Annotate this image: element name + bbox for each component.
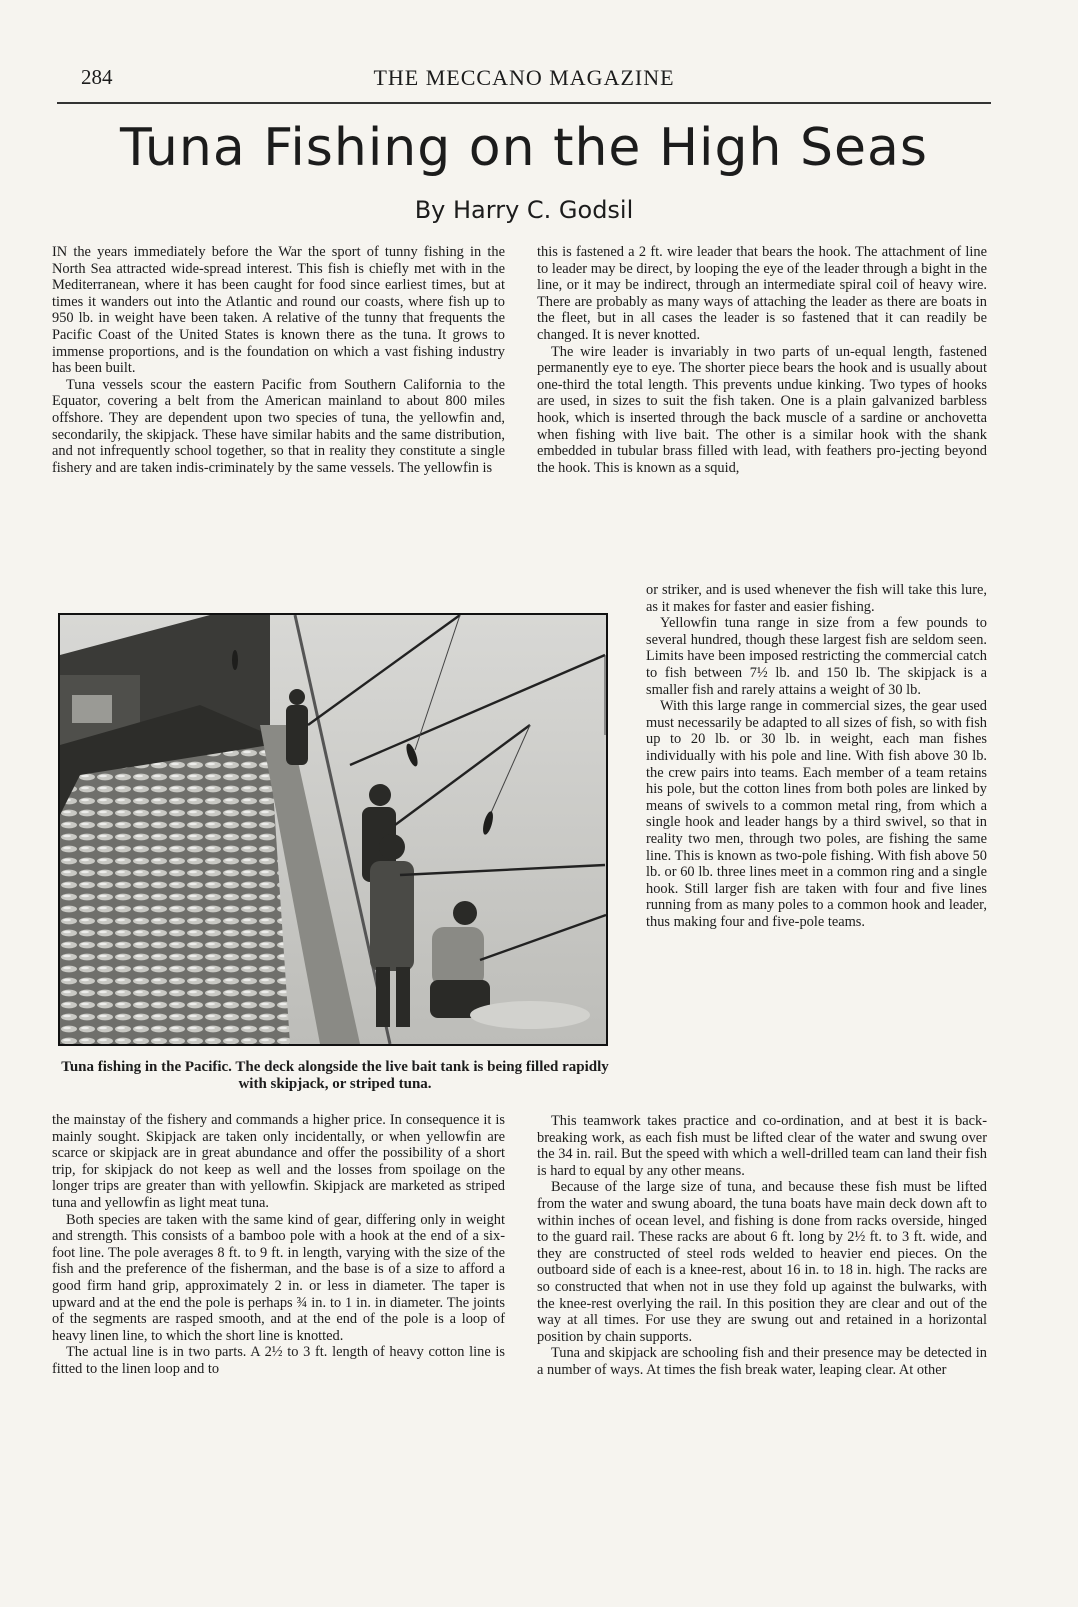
- paragraph: This teamwork takes practice and co-ordination, and at best it is back-breaking work, as each fish must be lifted clear of the water and swung over the 34 in. rail. But the speed with which a well-drilled team can land their fish is hard to equal by any other means.: [537, 1113, 987, 1179]
- magazine-title: THE MECCANO MAGAZINE: [373, 65, 675, 90]
- paragraph: IN the years immediately before the War the sport of tunny fishing in the North Sea attracted wide-spread interest. This fish is chiefly met with in the Mediterranean, where it has been caught for food since earliest times, but at times it wanders out into the Atlantic and round our coasts, where fish up to 950 lb. in weight have been taken. A relative of the tunny that frequents the Pacific Coast of the United States is known there as the tuna. It grows to immense proportions, and is the foundation on which a vast fishing industry has been built.: [52, 244, 505, 377]
- article-title: Tuna Fishing on the High Seas: [120, 118, 928, 178]
- right-column-top: [537, 244, 987, 476]
- left-column-bottom: [52, 1112, 505, 1378]
- photo-caption: Tuna fishing in the Pacific. The deck alongside the live bait tank is being filled rapidly with skipjack, or striped tuna.: [61, 1059, 609, 1092]
- right-column-bottom: [537, 1113, 987, 1379]
- page-number: 284: [81, 65, 113, 89]
- paragraph: this is fastened a 2 ft. wire leader that bears the hook. The attachment of line to leader may be direct, by looping the eye of the leader through a bight in the line, or it may be indirect, through an intermediate spiral coil of heavy wire. There are probably as many ways of attaching the leader as there are boats in the fleet, but in all cases the leader is so fastened that it can readily be changed. It is never knotted.: [537, 244, 987, 343]
- paragraph: Yellowfin tuna range in size from a few pounds to several hundred, though these largest fish are seldom seen. Limits have been imposed restricting the commercial catch to fish between 7½ lb. and 150 lb. The skipjack is a smaller fish and rarely attains a weight of 30 lb.: [646, 615, 987, 698]
- paragraph: The actual line is in two parts. A 2½ to 3 ft. length of heavy cotton line is fitted to the linen loop and to: [52, 1344, 505, 1377]
- tuna-fishing-photo: [58, 613, 608, 1046]
- paragraph: or striker, and is used whenever the fish will take this lure, as it makes for faster and easier fishing.: [646, 582, 987, 615]
- paragraph: Both species are taken with the same kind of gear, differing only in weight and strength. This consists of a bamboo pole with a hook at the end of a six-foot line. The pole averages 8 ft. to 9 ft. in length, varying with the size of the fish and the preference of the fisherman, and the base is of a size to afford a good firm hand grip, approximately 2 in. or less in diameter. The taper is upward and at the end the pole is perhaps ¾ in. to 1 in. in diameter. The joints of the segments are rasped smooth, and at the end of the pole is a loop of heavy linen line, to which the short line is knotted.: [52, 1211, 505, 1344]
- paragraph: Tuna and skipjack are schooling fish and their presence may be detected in a number of ways. At times the fish break water, leaping clear. At other: [537, 1345, 987, 1378]
- paragraph: Tuna vessels scour the eastern Pacific from Southern California to the Equator, covering a belt from the American mainland to about 800 miles offshore. They are dependent upon two species of tuna, the yellowfin and, secondarily, the skipjack. These have similar habits and the same distribution, and not infrequently school together, so that in reality they constitute a single fishery and are taken indis-criminately by the same vessels. The yellowfin is: [52, 376, 505, 476]
- paragraph: Because of the large size of tuna, and because these fish must be lifted from the water and swung aboard, the tuna boats have main deck down aft to within inches of ocean level, and fishing is done from racks overside, hinged to the guard rail. These racks are about 6 ft. long by 2½ ft. to 3 ft. wide, and they are constructed of steel rods welded to heavier end pieces. On the outboard side of each is a knee-rest, about 16 in. to 18 in. high. The racks are so constructed that when not in use they fold up against the bulwarks, with the knee-rest overlying the rail. In this position they are clear and out of the way at all times. For use they are swung out and retained in a horizontal position by chain supports.: [537, 1179, 987, 1345]
- paragraph: With this large range in commercial sizes, the gear used must necessarily be adapted to all sizes of fish, so with fish up to 20 lb. or 30 lb. in weight, each man fishes individually with his pole and line. With fish above 30 lb. the crew pairs into teams. Each member of a team retains his pole, but the cotton lines from both poles are linked by means of swivels to a common metal ring, from which a single hook and leader hangs by a third swivel, so that in reality two men, through two poles, are fishing the same line. This is known as two-pole fishing. With fish above 50 lb. or 60 lb. three lines meet in a common ring and a single hook. Still larger fish are taken with four and five lines running from as many poles to a common hook and leader, thus making four and five-pole teams.: [646, 698, 987, 930]
- left-column-top: [52, 244, 505, 476]
- article-byline: By Harry C. Godsil: [414, 196, 634, 224]
- paragraph: The wire leader is invariably in two parts of un-equal length, fastened permanently eye to eye. The shorter piece bears the hook and is usually about one-third the total length. This prevents undue kinking. Two types of hooks are used, in sizes to suit the fish taken. One is a plain galvanized barbless hook, which is inserted through the back muscle of a sardine or anchovetta when fishing with live bait. The other is a similar hook with the shank embedded in tubular brass filled with lead, with feathers pro-jecting beyond the hook. This is known as a squid,: [537, 343, 987, 476]
- page-header: [57, 62, 991, 104]
- paragraph: the mainstay of the fishery and commands a higher price. In consequence it is mainly sought. Skipjack are taken only incidentally, or when yellowfin are scarce or skipjack are in great abundance and offer the possibility of a short trip, for skipjack do not keep as well and the losses from spoilage on the longer trips are greater than with yellowfin. Skipjack are marketed as striped tuna and yellowfin as light meat tuna.: [52, 1112, 505, 1211]
- right-column-middle: [646, 582, 987, 930]
